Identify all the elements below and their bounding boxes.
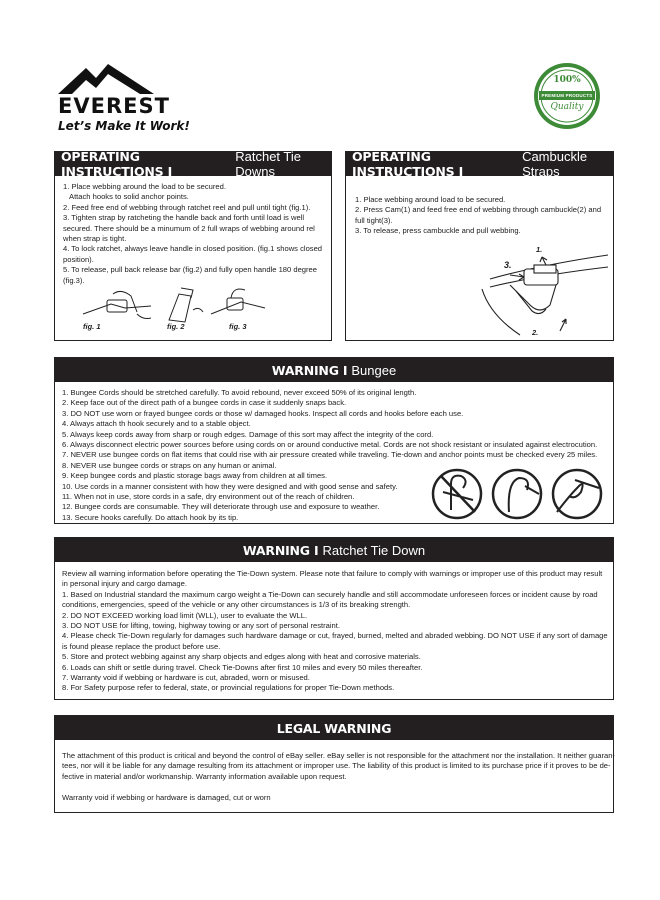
quality-seal — [533, 62, 601, 130]
line: 5. Always keep cords away from sharp or rough edges. Damage of this sort may affect the integrity of the cord. — [62, 429, 434, 439]
line: 4. Please check Tie-Down regularly for damages such hardware damage or cut, frayed, burned, melted and abraded webbing. DO NOT USE if any sort of damage — [62, 631, 608, 641]
legal-title: LEGAL WARNING — [276, 720, 392, 736]
line: 3. Tighten strap by ratcheting the handle back and forth until load is well — [63, 213, 305, 223]
line: 8. For Safety purpose refer to federal, state, or provincial regulations for proper Tie-Down methods. — [62, 683, 395, 693]
line: in personal injury and cargo damage. — [62, 579, 187, 589]
legal-warning-text — [62, 751, 615, 803]
cambuckle-ops-title-bold: OPERATING INSTRUCTIONS I — [352, 149, 464, 179]
seal-top-text: 100% — [553, 75, 581, 85]
line: (fig.3). — [63, 275, 85, 285]
line: 11. When not in use, store cords in a safe, dry environment out of the reach of children. — [62, 492, 355, 502]
line: Warranty void if webbing or hardware is damaged, cut or worn — [62, 792, 271, 802]
brand-name: EVEREST — [58, 94, 170, 118]
line: 2. Keep face out of the direct path of a bungee cords in case it suddenly snaps back. — [62, 398, 347, 408]
line: 1. Based on Industrial standard the maximum cargo weight a Tie-Down can securely handle and still accommodate unforeseen forces or incident cause by road — [62, 589, 598, 599]
line: 3. DO NOT use worn or frayed bungee cords or those w/ damaged hooks. Inspect all cords and hooks before each use. — [62, 408, 464, 418]
cambuckle-ops-text — [355, 195, 601, 237]
fig-3-label: fig. 3 — [229, 322, 247, 331]
hook-tip-icon — [553, 470, 601, 518]
bungee-warning-header — [55, 358, 613, 382]
everest-logo — [56, 60, 196, 133]
fig-2-label: fig. 2 — [167, 322, 185, 331]
line: 3. To release, press cambuckle and pull webbing. — [355, 226, 521, 236]
line: when strap is tight. — [63, 234, 127, 244]
line: 6. Always disconnect electric power sources before using cords on or around conductive metal. Cords are not shock resistant or insulated against electrocution. — [62, 440, 598, 450]
cambuckle-ops-box — [345, 151, 614, 341]
line: 10. Use cords in a manner consistent with how they were designed and with good sense and safety. — [62, 481, 398, 491]
ratchet-warning-text — [62, 569, 608, 694]
fig-1-label: fig. 1 — [83, 322, 101, 331]
line: 6. Loads can shift or settle during travel. Check Tie-Downs after first 10 miles and every 50 miles thereafter. — [62, 662, 423, 672]
line: 1. Bungee Cords should be stretched carefully. To avoid rebound, never exceed 50% of its original length. — [62, 388, 417, 397]
line: 7. Warranty void if webbing or hardware is cut, abraded, worn or misused. — [62, 673, 310, 683]
line: position). — [63, 254, 94, 264]
line: fective in material and/or workmanship. Warranty information available upon request. — [62, 771, 347, 781]
line: secured. There should be a minumum of 2 full wraps of webbing around rel — [63, 223, 315, 233]
seal-bottom-text: Quality — [550, 102, 584, 112]
ratchet-warning-box — [54, 537, 614, 700]
legal-warning-header — [55, 716, 613, 740]
mountain-logo-icon — [56, 60, 156, 96]
hook-correct-icon — [493, 470, 541, 518]
cambuckle-label-1: 1. — [536, 245, 543, 254]
line: 5. To release, pull back release bar (fig.2) and fully open handle 180 degree — [63, 265, 317, 275]
line: conditions, emergencies, speed of the vehicle or any other circumstances is 1/3 of its breaking strength. — [62, 600, 411, 610]
line: 8. NEVER use bungee cords or straps on any human or animal. — [62, 460, 277, 470]
ratchet-ops-title-rest: Ratchet Tie Downs — [235, 149, 301, 179]
ratchet-warning-title-rest: Ratchet Tie Down — [322, 542, 426, 558]
ratchet-ops-text — [63, 182, 322, 286]
line: 2. DO NOT EXCEED working load limit (WLL), user to evaluate the WLL. — [62, 610, 308, 620]
line: The attachment of this product is critical and beyond the control of eBay seller. eBay seller is not responsible for the attachment nor the installation. It neither guaran- — [62, 751, 615, 760]
cambuckle-label-2: 2. — [532, 328, 539, 337]
ratchet-ops-header — [55, 149, 331, 179]
cambuckle-ops-title-rest: Cambuckle Straps — [522, 149, 588, 179]
bungee-title-bold: WARNING I — [271, 362, 348, 378]
ratchet-ops-box — [54, 151, 332, 341]
line: 7. NEVER use bungee cords on flat items that could rise with air pressure created while traveling. Tie-down and anchor points must be checked every 25 miles. — [62, 450, 598, 460]
seal-middle-text: PREMIUM PRODUCTS — [541, 92, 593, 98]
line: Attach hooks to solid anchor points. — [69, 192, 189, 202]
line: 1. Place webbing around the load to be secured. — [63, 182, 226, 191]
legal-warning-box — [54, 715, 614, 813]
line: full tight(3). — [355, 215, 393, 225]
line: 13. Secure hooks carefully. Do attach hook by its tip. — [62, 512, 239, 522]
line: 1. Place webbing around load to be secured. — [355, 195, 506, 204]
ratchet-warning-title-bold: WARNING I — [242, 542, 319, 558]
cambuckle-illustration — [480, 245, 610, 339]
cambuckle-ops-header — [346, 149, 613, 179]
brand-tagline: Let’s Make It Work! — [58, 119, 190, 133]
bungee-hook-icons — [429, 466, 609, 526]
line: 3. DO NOT USE for lifting, towing, highway towing or any sort of personal restraint. — [62, 621, 340, 631]
line: is found please replace the product before use. — [62, 641, 221, 651]
line — [62, 782, 615, 792]
line: 5. Store and protect webbing against any sharp objects and edges along with heat and corrosive materials. — [62, 652, 421, 662]
line: tees, nor will it be liable for any damage resulting from its attachment or improper use. The liability of this product is limited to its purchase price if it proves to be de- — [62, 761, 611, 771]
line: 2. Feed free end of webbing through ratchet reel and pull until tight (fig.1). — [63, 202, 311, 212]
line: 9. Keep bungee cords and plastic storage bags away from children at all times. — [62, 471, 328, 481]
ratchet-warning-header — [55, 538, 613, 562]
cambuckle-label-3: 3. — [504, 260, 512, 270]
bungee-title-rest: Bungee — [351, 362, 397, 378]
line: 12. Bungee cords are consumable. They will deteriorate through use and exposure to weather. — [62, 502, 380, 512]
line: 2. Press Cam(1) and feed free end of webbing through cambuckle(2) and — [355, 205, 602, 215]
line: 4. Always attach th hook securely and to a stable object. — [62, 419, 251, 429]
line: Review all warning information before operating the Tie-Down system. Please note that failure to comply with warnings or improper use of this product may result — [62, 569, 603, 578]
bungee-warning-box — [54, 357, 614, 524]
line: 4. To lock ratchet, always leave handle in closed position. (fig.1 shows closed — [63, 244, 323, 254]
ratchet-ops-title-bold: OPERATING INSTRUCTIONS I — [61, 149, 173, 179]
